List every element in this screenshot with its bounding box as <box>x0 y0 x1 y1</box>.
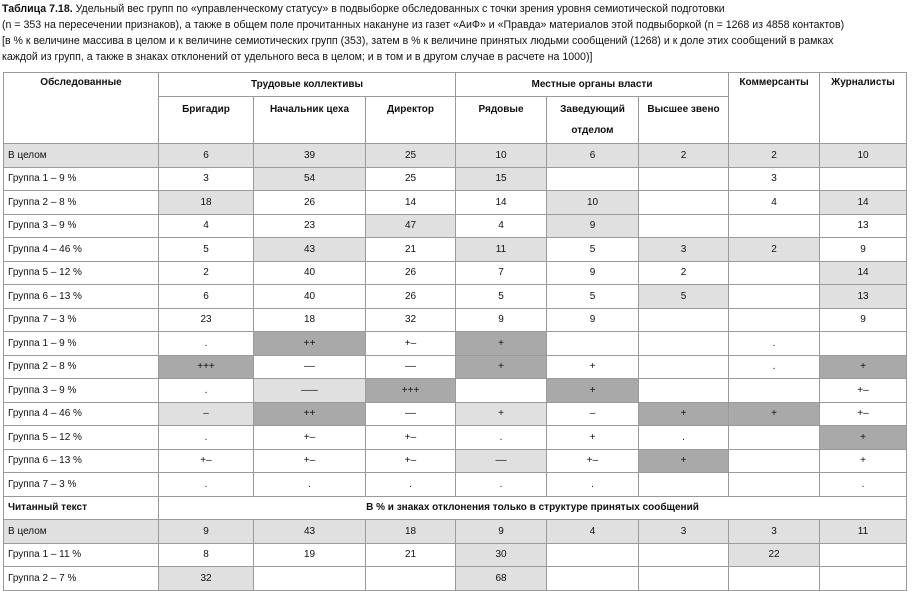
table-body-population <box>4 144 907 497</box>
header-group-labor: Трудовые коллективы <box>159 73 456 97</box>
table-cell: + <box>547 379 639 403</box>
table-cell <box>456 379 547 403</box>
table-cell: 43 <box>254 238 366 262</box>
table-cell: 30 <box>456 543 547 567</box>
row-label: Группа 2 – 8 % <box>4 191 159 215</box>
table-cell: – <box>547 402 639 426</box>
row-label: Группа 3 – 9 % <box>4 214 159 238</box>
table-cell: 9 <box>547 308 639 332</box>
table-caption <box>2 1 912 65</box>
table-cell <box>639 379 729 403</box>
table-cell: 23 <box>254 214 366 238</box>
table-cell <box>729 214 820 238</box>
table-cell: + <box>729 402 820 426</box>
row-label: В целом <box>4 520 159 544</box>
table-row <box>4 214 907 238</box>
table-cell: . <box>729 332 820 356</box>
row-label: Группа 6 – 13 % <box>4 285 159 309</box>
table-cell: 9 <box>456 520 547 544</box>
table-cell: +– <box>820 379 907 403</box>
table-cell: + <box>639 402 729 426</box>
table-cell <box>547 543 639 567</box>
section-row-read-text <box>4 496 907 520</box>
table-cell: 3 <box>729 167 820 191</box>
table-cell: 5 <box>547 238 639 262</box>
table-cell: 2 <box>159 261 254 285</box>
table-cell: ++ <box>254 402 366 426</box>
table-cell: +– <box>366 426 456 450</box>
table-cell: ––– <box>254 379 366 403</box>
header-group-merchants: Коммерсанты <box>729 73 820 144</box>
row-label: Группа 6 – 13 % <box>4 449 159 473</box>
caption-line-1: Удельный вес групп по «управленческому статусу» в подвыборке обследованных с точки зрения уровня семиотической подготовки <box>72 3 725 15</box>
table-cell: . <box>547 473 639 497</box>
table-cell: 18 <box>254 308 366 332</box>
table-cell: 9 <box>159 520 254 544</box>
header-dept-head: Заведующий отделом <box>547 97 639 144</box>
table-cell <box>639 191 729 215</box>
table-cell <box>639 473 729 497</box>
row-label: Группа 1 – 11 % <box>4 543 159 567</box>
table-row <box>4 520 907 544</box>
table-cell: 2 <box>639 144 729 168</box>
table-cell <box>820 167 907 191</box>
table-cell: 19 <box>254 543 366 567</box>
caption-line-2: (n = 353 на пересечении признаков), а также в общем поле прочитанных накануне из газет «АиФ» и «Правда» материалов этой подвыборкой (n = 1268 из 4858 контактов) <box>2 19 845 31</box>
row-label: Группа 4 – 46 % <box>4 238 159 262</box>
table-cell: 40 <box>254 261 366 285</box>
row-label: Группа 3 – 9 % <box>4 379 159 403</box>
table-cell: 22 <box>729 543 820 567</box>
row-label: Группа 2 – 8 % <box>4 355 159 379</box>
table-cell: 4 <box>547 520 639 544</box>
table-cell: 2 <box>639 261 729 285</box>
table-cell: + <box>639 449 729 473</box>
table-cell: –– <box>366 355 456 379</box>
table-cell: 5 <box>159 238 254 262</box>
table-cell: 10 <box>456 144 547 168</box>
table-cell <box>639 567 729 591</box>
table-cell: 32 <box>366 308 456 332</box>
table-cell: + <box>547 426 639 450</box>
table-cell <box>639 543 729 567</box>
table-cell <box>729 261 820 285</box>
table-cell: + <box>820 426 907 450</box>
table-cell: . <box>159 426 254 450</box>
header-foreman: Бригадир <box>159 97 254 144</box>
header-rank-and-file: Рядовые <box>456 97 547 144</box>
table-cell: 68 <box>456 567 547 591</box>
table-cell: 2 <box>729 144 820 168</box>
table-cell <box>547 167 639 191</box>
table-cell: 21 <box>366 238 456 262</box>
header-group-local-gov: Местные органы власти <box>456 73 729 97</box>
table-cell: . <box>729 355 820 379</box>
table-cell: 26 <box>366 261 456 285</box>
table-row <box>4 285 907 309</box>
table-cell: 43 <box>254 520 366 544</box>
table-cell: +– <box>366 449 456 473</box>
table-cell <box>366 567 456 591</box>
row-label: Группа 1 – 9 % <box>4 332 159 356</box>
table-cell: 15 <box>456 167 547 191</box>
table-cell: 25 <box>366 144 456 168</box>
table-row <box>4 379 907 403</box>
table-cell: –– <box>366 402 456 426</box>
caption-line-3: [в % к величине массива в целом и к величине семиотических групп (353), затем в % к величине принятых людьми сообщений (1268) и к доле этих сообщений в рамках <box>2 35 834 47</box>
table-cell <box>820 567 907 591</box>
table-cell: 7 <box>456 261 547 285</box>
table-cell: 5 <box>639 285 729 309</box>
table-body-messages <box>4 520 907 591</box>
table-cell <box>729 426 820 450</box>
table-cell <box>820 543 907 567</box>
table-cell <box>729 285 820 309</box>
table-cell: 14 <box>456 191 547 215</box>
table-cell <box>820 332 907 356</box>
table-cell: . <box>159 473 254 497</box>
table-cell: 11 <box>456 238 547 262</box>
table-cell: – <box>159 402 254 426</box>
row-label: В целом <box>4 144 159 168</box>
table-cell: . <box>639 426 729 450</box>
table-row <box>4 355 907 379</box>
caption-line-4: каждой из групп, а также в знаках отклонений от удельного веса в целом; и в том и в другом случае в расчете на 1000)] <box>2 51 593 63</box>
table-cell: –– <box>254 355 366 379</box>
header-top-level: Высшее звено <box>639 97 729 144</box>
table-row <box>4 261 907 285</box>
row-label: Группа 1 – 9 % <box>4 167 159 191</box>
section-note: В % и знаках отклонения только в структуре принятых сообщений <box>159 496 907 520</box>
table-cell: 3 <box>729 520 820 544</box>
table-cell: + <box>820 449 907 473</box>
table-cell: 10 <box>820 144 907 168</box>
table-row <box>4 473 907 497</box>
header-director: Директор <box>366 97 456 144</box>
table-cell <box>639 355 729 379</box>
table-cell: 18 <box>366 520 456 544</box>
table-cell: 3 <box>159 167 254 191</box>
table-cell: 9 <box>547 214 639 238</box>
table-row <box>4 238 907 262</box>
table-cell: . <box>159 379 254 403</box>
table-cell: 32 <box>159 567 254 591</box>
table-cell: + <box>456 402 547 426</box>
table-cell: . <box>456 426 547 450</box>
row-label: Группа 5 – 12 % <box>4 426 159 450</box>
table-cell: ++ <box>254 332 366 356</box>
table-cell <box>639 214 729 238</box>
table-cell: 26 <box>254 191 366 215</box>
table-cell: 14 <box>820 191 907 215</box>
table-cell: + <box>456 355 547 379</box>
table-cell: 21 <box>366 543 456 567</box>
table-cell: 5 <box>456 285 547 309</box>
table-cell: . <box>254 473 366 497</box>
table-row <box>4 332 907 356</box>
caption-title: Таблица 7.18. <box>2 3 73 15</box>
table-cell: 9 <box>820 238 907 262</box>
table-cell: 5 <box>547 285 639 309</box>
table-cell <box>547 567 639 591</box>
table-cell: . <box>159 332 254 356</box>
table-cell <box>254 567 366 591</box>
header-group-journalists: Журналисты <box>820 73 907 144</box>
table-cell: 9 <box>456 308 547 332</box>
table-cell: 4 <box>729 191 820 215</box>
data-table <box>3 72 907 591</box>
table-cell: 6 <box>159 285 254 309</box>
table-cell <box>729 379 820 403</box>
table-cell: . <box>366 473 456 497</box>
row-label: Группа 7 – 3 % <box>4 473 159 497</box>
section-label: Читанный текст <box>4 496 159 520</box>
table-cell: 14 <box>366 191 456 215</box>
table-cell: + <box>547 355 639 379</box>
table-cell: 9 <box>547 261 639 285</box>
table-cell: 9 <box>820 308 907 332</box>
table-cell: 4 <box>159 214 254 238</box>
table-cell: +++ <box>159 355 254 379</box>
table-cell: 3 <box>639 520 729 544</box>
table-cell: 13 <box>820 285 907 309</box>
table-cell: –– <box>456 449 547 473</box>
table-cell: 39 <box>254 144 366 168</box>
table-cell: 10 <box>547 191 639 215</box>
table-cell: +– <box>820 402 907 426</box>
row-label: Группа 5 – 12 % <box>4 261 159 285</box>
table-cell: 6 <box>159 144 254 168</box>
table-cell: 26 <box>366 285 456 309</box>
table-row <box>4 191 907 215</box>
table-row <box>4 449 907 473</box>
table-cell: 23 <box>159 308 254 332</box>
table-cell: 54 <box>254 167 366 191</box>
table-cell: 11 <box>820 520 907 544</box>
row-label: Группа 7 – 3 % <box>4 308 159 332</box>
table-cell: 25 <box>366 167 456 191</box>
header-surveyed: Обследованные <box>4 73 159 144</box>
table-cell: 4 <box>456 214 547 238</box>
table-row <box>4 144 907 168</box>
table-row <box>4 567 907 591</box>
table-row <box>4 543 907 567</box>
table-cell <box>729 567 820 591</box>
table-cell: + <box>456 332 547 356</box>
table-cell: 47 <box>366 214 456 238</box>
table-row <box>4 426 907 450</box>
table-cell: 18 <box>159 191 254 215</box>
row-label: Группа 2 – 7 % <box>4 567 159 591</box>
header-shop-chief: Начальник цеха <box>254 97 366 144</box>
table-cell <box>729 449 820 473</box>
table-cell: 14 <box>820 261 907 285</box>
table-cell: 8 <box>159 543 254 567</box>
table-cell: +– <box>547 449 639 473</box>
table-row <box>4 402 907 426</box>
table-row <box>4 308 907 332</box>
table-cell: 2 <box>729 238 820 262</box>
table-cell <box>729 308 820 332</box>
table-cell: . <box>820 473 907 497</box>
table-cell: + <box>820 355 907 379</box>
table-cell <box>547 332 639 356</box>
table-cell: +– <box>254 449 366 473</box>
row-label: Группа 4 – 46 % <box>4 402 159 426</box>
table-cell: 3 <box>639 238 729 262</box>
table-cell: 13 <box>820 214 907 238</box>
table-row <box>4 167 907 191</box>
table-cell: +– <box>159 449 254 473</box>
table-cell: 6 <box>547 144 639 168</box>
table-cell: +++ <box>366 379 456 403</box>
table-cell <box>639 332 729 356</box>
table-cell <box>639 167 729 191</box>
table-cell: 40 <box>254 285 366 309</box>
table-cell: . <box>456 473 547 497</box>
header-row-groups <box>4 73 907 97</box>
table-cell <box>639 308 729 332</box>
table-cell: +– <box>254 426 366 450</box>
table-cell: +– <box>366 332 456 356</box>
table-cell <box>729 473 820 497</box>
